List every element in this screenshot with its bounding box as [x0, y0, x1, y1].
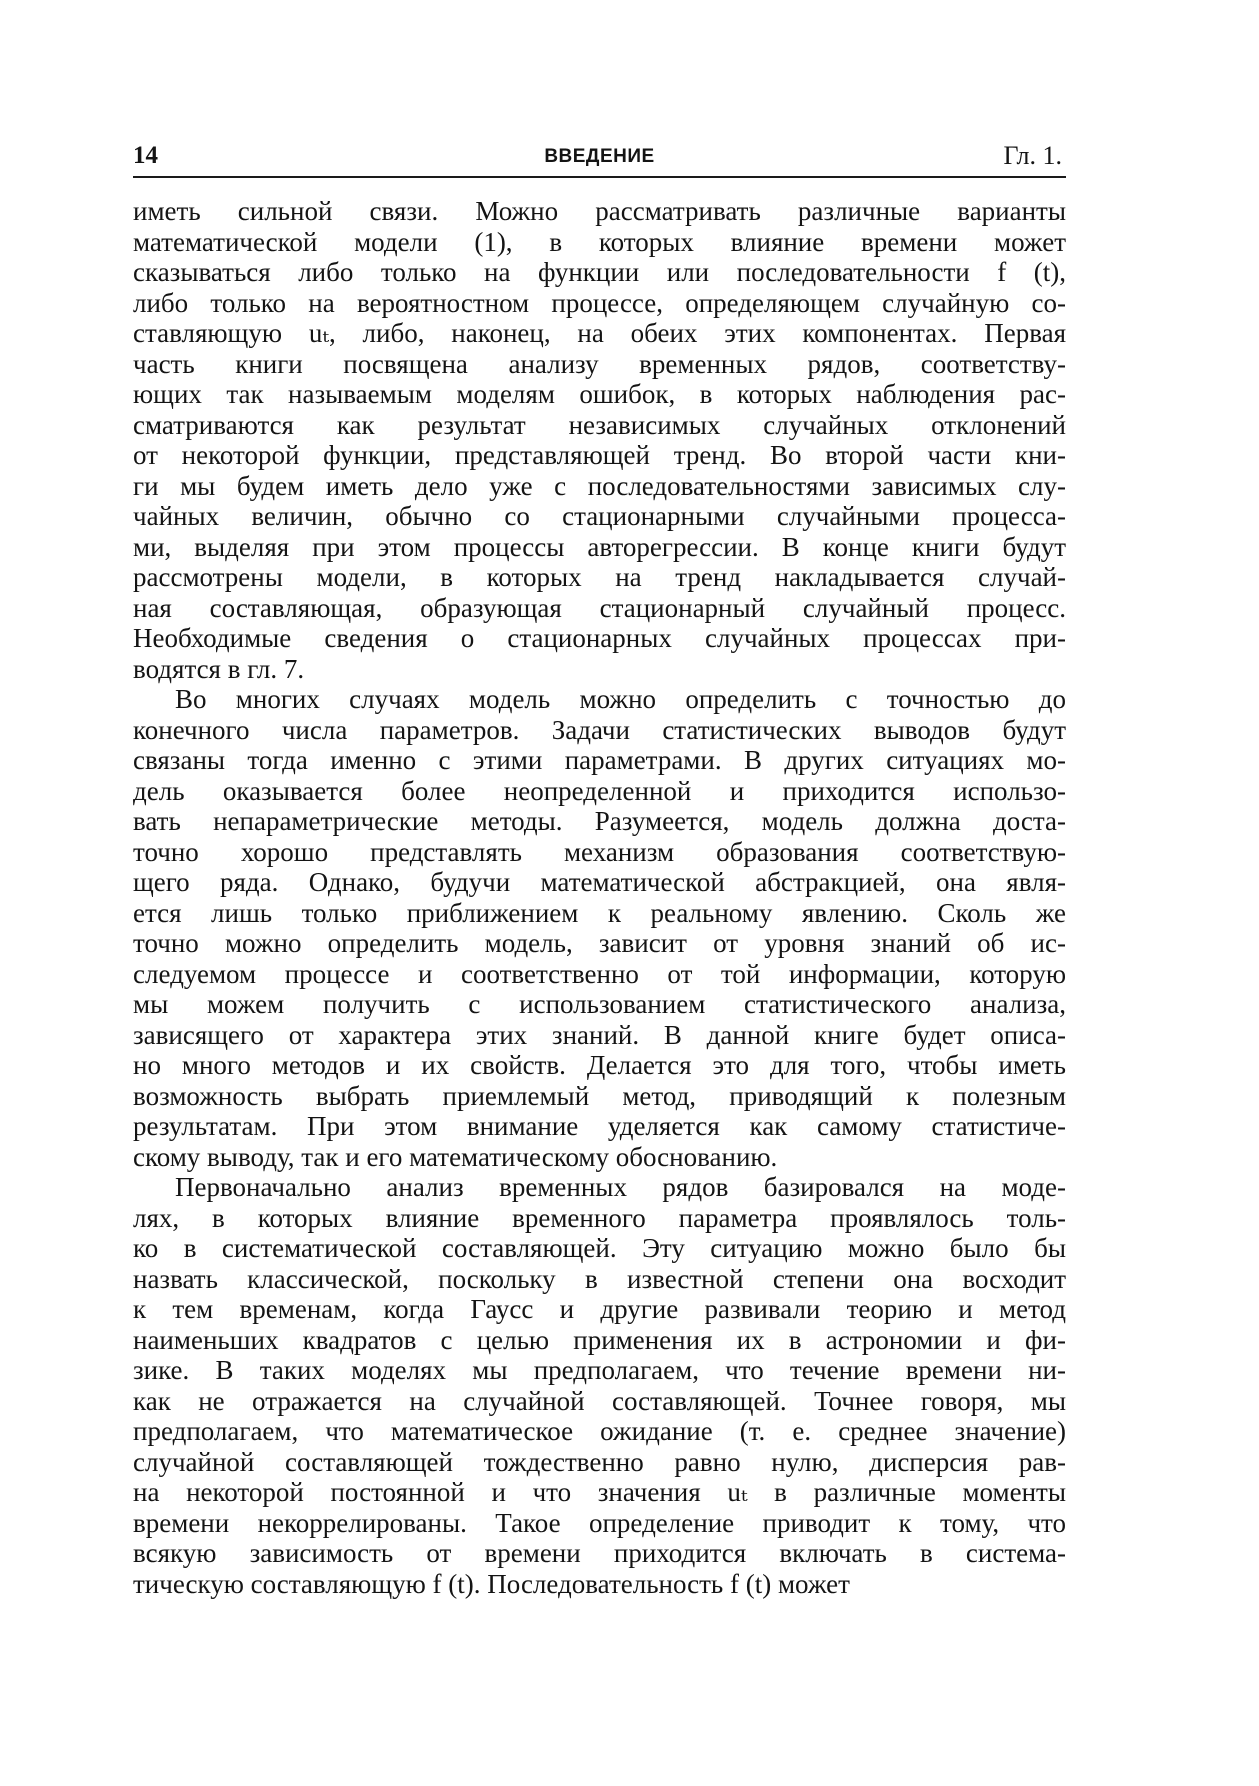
text-line: сказываться либо только на функции или последовательности f (t), [133, 257, 1066, 287]
text-line: возможность выбрать приемлемый метод, приводящий к полезным [133, 1080, 1066, 1111]
text-line: на некоторой постоянной и что значения uₜ в различные моменты [133, 1477, 1066, 1507]
text-line: дель оказывается более неопределенной и приходится использо- [133, 775, 1066, 806]
text-line: ется лишь только приближением к реальному явлению. Сколь же [133, 897, 1066, 928]
text-line: всякую зависимость от времени приходится включать в система- [133, 1538, 1066, 1568]
text-line: вать непараметрические методы. Разумеется, модель должна доста- [133, 806, 1066, 836]
text-line: времени некоррелированы. Такое определение приводит к тому, что [133, 1507, 1066, 1538]
text-line: назвать классической, поскольку в известной степени она восходит [133, 1263, 1066, 1294]
text-line: ко в систематической составляющей. Эту ситуацию можно было бы [133, 1233, 1066, 1263]
text-line: случайной составляющей тождественно равно нулю, дисперсия рав- [133, 1446, 1066, 1477]
text-line: сматриваются как результат независимых случайных отклонений [133, 409, 1066, 440]
text-line: к тем временам, когда Гаусс и другие развивали теорию и метод [133, 1294, 1066, 1324]
paragraph [133, 196, 1066, 684]
text-line: водятся в гл. 7. [133, 653, 305, 684]
text-line: зависящего от характера этих знаний. В данной книге будет описа- [133, 1019, 1066, 1050]
text-line: от некоторой функции, представляющей тренд. Во второй части кни- [133, 440, 1066, 470]
text-line: Во многих случаях модель можно определить с точностью до [175, 684, 1066, 714]
text-line: предполагаем, что математическое ожидание (т. е. среднее значение) [133, 1416, 1066, 1446]
text-line: либо только на вероятностном процессе, определяющем случайную со- [133, 287, 1066, 318]
text-line: ставляющую uₜ, либо, наконец, на обеих этих компонентах. Первая [133, 318, 1066, 348]
text-line: но много методов и их свойств. Делается это для того, чтобы иметь [133, 1050, 1066, 1080]
text-line: Первоначально анализ временных рядов базировался на моде- [175, 1172, 1066, 1202]
section-title: ВВЕДЕНИЕ [544, 146, 655, 167]
text-line: рассмотрены модели, в которых на тренд накладывается случай- [133, 562, 1066, 592]
text-line: точно можно определить модель, зависит от уровня знаний об ис- [133, 928, 1066, 958]
text-line: мы можем получить с использованием статистического анализа, [133, 989, 1066, 1019]
text-line: следуемом процессе и соответственно от той информации, которую [133, 958, 1066, 989]
paragraph [133, 684, 1066, 1172]
text-line: чайных величин, обычно со стационарными случайными процесса- [133, 501, 1066, 531]
paragraph [133, 1172, 1066, 1599]
text-line: часть книги посвящена анализу временных рядов, соответству- [133, 348, 1066, 379]
text-line: связаны тогда именно с этими параметрами. В других ситуациях мо- [133, 745, 1066, 775]
text-line: ги мы будем иметь дело уже с последовательностями зависимых слу- [133, 470, 1066, 501]
text-line: тическую составляющую f (t). Последовательность f (t) может [133, 1568, 850, 1599]
text-line: ная составляющая, образующая стационарный случайный процесс. [133, 592, 1066, 623]
text-line: ющих так называемым моделям ошибок, в которых наблюдения рас- [133, 379, 1066, 409]
text-line: точно хорошо представлять механизм образования соответствую- [133, 836, 1066, 867]
text-line: зике. В таких моделях мы предполагаем, что течение времени ни- [133, 1355, 1066, 1385]
text-line: конечного числа параметров. Задачи статистических выводов будут [133, 714, 1066, 745]
chapter-label: Гл. 1. [1003, 141, 1062, 170]
running-head [133, 140, 1066, 178]
text-line: как не отражается на случайной составляющей. Точнее говоря, мы [133, 1385, 1066, 1416]
text-line: иметь сильной связи. Можно рассматривать различные варианты [133, 196, 1066, 226]
body-text [133, 196, 1066, 1599]
text-line: Необходимые сведения о стационарных случайных процессах при- [133, 623, 1066, 653]
text-line: щего ряда. Однако, будучи математической абстракцией, она явля- [133, 867, 1066, 897]
text-line: результатам. При этом внимание уделяется как самому статистиче- [133, 1111, 1066, 1141]
text-line: скому выводу, так и его математическому обоснованию. [133, 1141, 778, 1172]
text-line: лях, в которых влияние временного параметра проявлялось толь- [133, 1202, 1066, 1233]
text-line: ми, выделяя при этом процессы авторегрессии. В конце книги будут [133, 531, 1066, 562]
text-line: наименьших квадратов с целью применения их в астрономии и фи- [133, 1324, 1066, 1355]
text-line: математической модели (1), в которых влияние времени может [133, 226, 1066, 257]
page-number: 14 [133, 142, 158, 169]
